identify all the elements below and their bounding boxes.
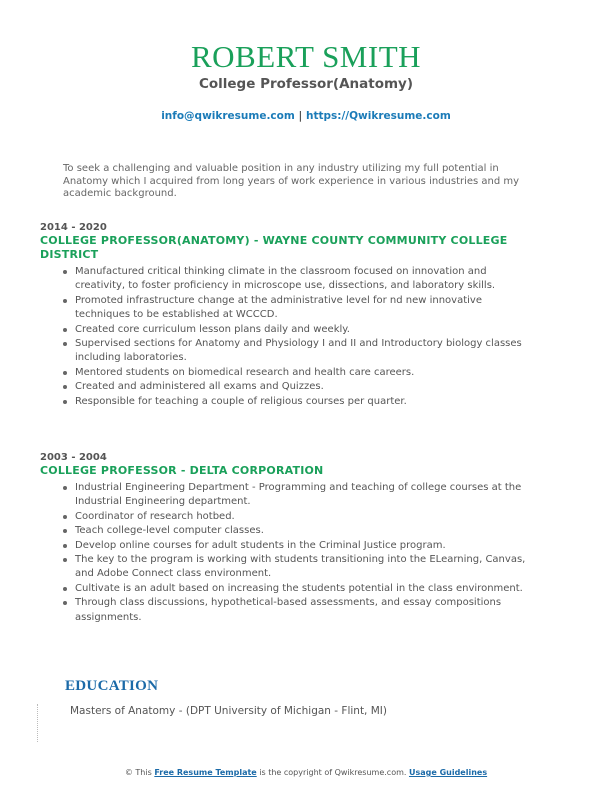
job-title: COLLEGE PROFESSOR - DELTA CORPORATION bbox=[40, 464, 324, 477]
copyright-footer bbox=[0, 768, 612, 777]
bullet-item: Manufactured critical thinking climate in the classroom focused on innovation and creativity, to foster proficiency in microscope use, dissections, and laboratory skills. bbox=[75, 265, 530, 294]
bullet-item: Mentored students on biomedical research and health care careers. bbox=[75, 366, 530, 380]
bullet-item: Develop online courses for adult students in the Criminal Justice program. bbox=[75, 539, 530, 553]
usage-guidelines-link[interactable]: Usage Guidelines bbox=[408, 768, 488, 777]
bullet-item: Teach college-level computer classes. bbox=[75, 524, 530, 538]
job-dates: 2003 - 2004 bbox=[40, 452, 107, 463]
resume-header bbox=[0, 40, 612, 122]
experience-item bbox=[40, 222, 530, 409]
job-bullets bbox=[40, 265, 530, 409]
education-section bbox=[30, 678, 570, 717]
bullet-item: Created core curriculum lesson plans daily and weekly. bbox=[75, 323, 530, 337]
bullet-item: The key to the program is working with students transitioning into the ELearning, Canvas, and Adobe Connect class environment. bbox=[75, 553, 530, 582]
summary-text: To seek a challenging and valuable position in any industry utilizing my full potential in Anatomy which I acquired from long years of work experience in various industries and my academic background. bbox=[63, 163, 520, 199]
bullet-item: Responsible for teaching a couple of religious courses per quarter. bbox=[75, 395, 530, 409]
bullet-item: Supervised sections for Anatomy and Physiology I and II and Introductory biology classes including laboratories. bbox=[75, 337, 530, 366]
experience-item bbox=[40, 452, 530, 625]
bullet-item: Cultivate is an adult based on increasing the students potential in the class environment. bbox=[75, 582, 530, 596]
education-entry: Masters of Anatomy - (DPT University of Michigan - Flint, MI) bbox=[70, 705, 387, 717]
website-link[interactable]: https://Qwikresume.com bbox=[305, 110, 451, 122]
free-template-link[interactable]: Free Resume Template bbox=[154, 768, 257, 777]
bullet-item: Promoted infrastructure change at the administrative level for nd new innovative techniques to be established at WCCCD. bbox=[75, 294, 530, 323]
education-heading: EDUCATION bbox=[65, 678, 159, 694]
contact-separator: | bbox=[298, 110, 303, 122]
candidate-name: ROBERT SMITH bbox=[190, 39, 422, 74]
job-bullets bbox=[40, 481, 530, 625]
bullet-item: Industrial Engineering Department - Programming and teaching of college courses at the Industrial Engineering department. bbox=[75, 481, 530, 510]
job-title: COLLEGE PROFESSOR(ANATOMY) - WAYNE COUNTY COMMUNITY COLLEGE DISTRICT bbox=[40, 234, 508, 261]
bullet-item: Through class discussions, hypothetical-based assessments, and essay compositions assignments. bbox=[75, 596, 530, 625]
footer-prefix: © This bbox=[124, 768, 152, 777]
email-link[interactable]: info@qwikresume.com bbox=[161, 110, 295, 122]
candidate-title: College Professor(Anatomy) bbox=[198, 76, 414, 92]
footer-middle: is the copyright of Qwikresume.com. bbox=[259, 768, 407, 777]
bullet-item: Coordinator of research hotbed. bbox=[75, 510, 530, 524]
contact-line bbox=[0, 110, 612, 122]
job-dates: 2014 - 2020 bbox=[40, 222, 107, 233]
section-divider bbox=[37, 704, 38, 742]
bullet-item: Created and administered all exams and Quizzes. bbox=[75, 380, 530, 394]
